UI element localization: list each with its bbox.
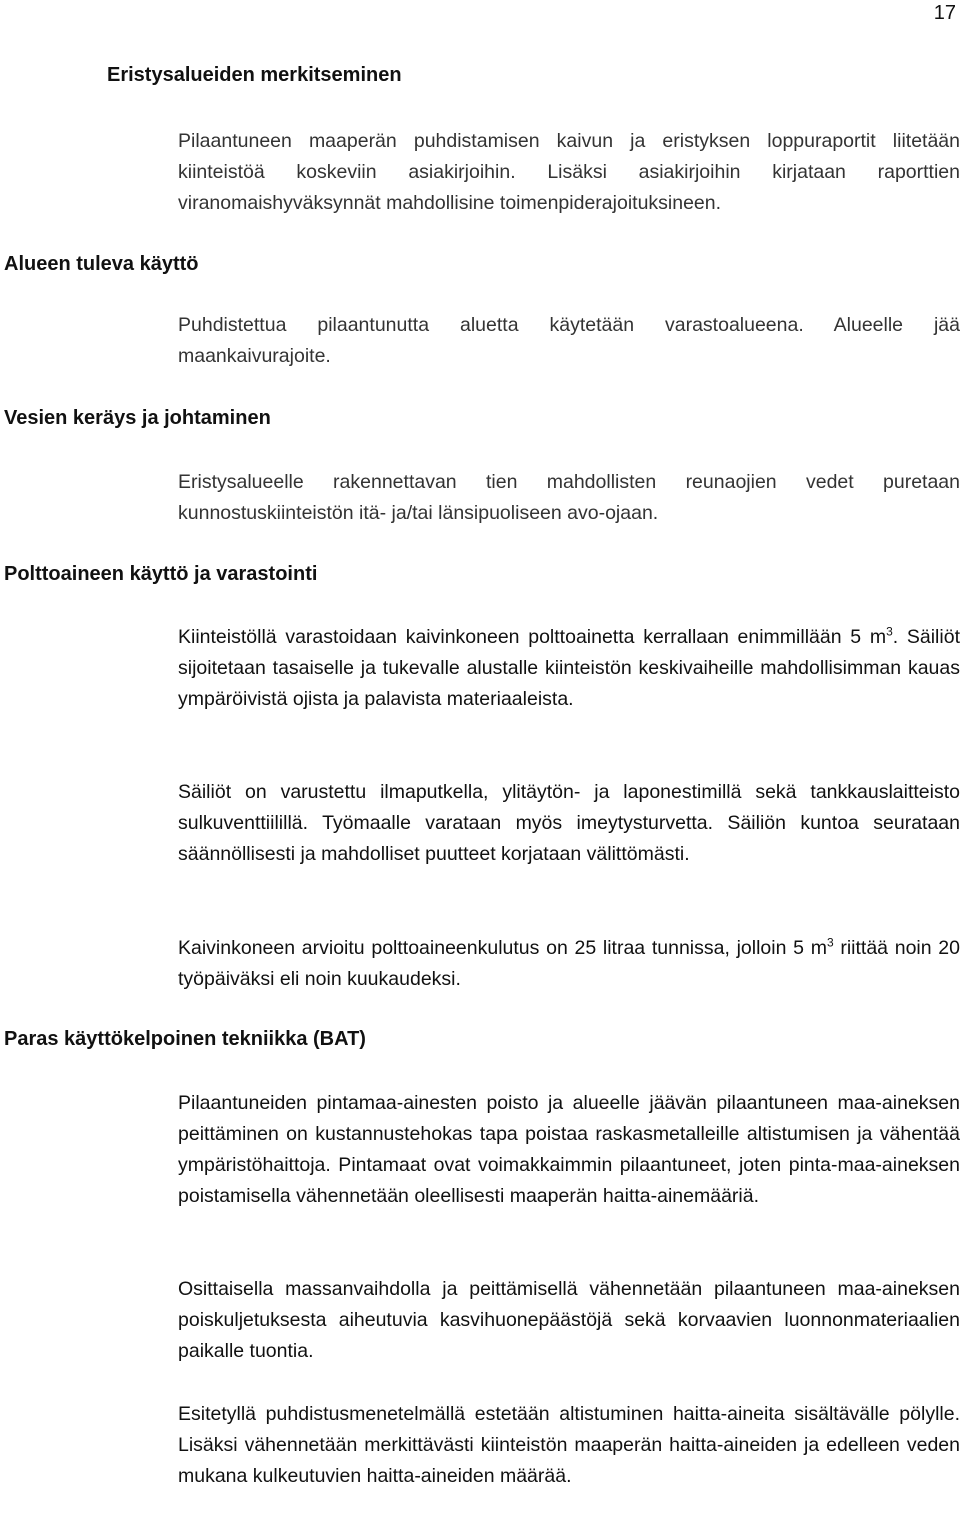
- text-segment: Kaivinkoneen arvioitu polttoaineenkulutus on 25 litraa tunnissa, jolloin 5 m: [178, 937, 827, 959]
- text-segment: . Säiliöt sijoitetaan tasaiselle ja tukevalle alustalle kiinteistön keskivaiheille mahdollisimman kauas ympäröivistä ojista ja palavista materiaaleista.: [178, 626, 960, 710]
- paragraph-bat-massanvaihto: Osittaisella massanvaihdolla ja peittämisellä vähennetään pilaantuneen maa-aineksen poiskuljetuksesta aiheutuvia kasvihuonepäästöjä sekä korvaavien luonnonmateriaalien paikalle tuontia.: [178, 1278, 960, 1362]
- paragraph-polttoaineen-varastointi: [178, 622, 960, 715]
- paragraph-sailiot: Säiliöt on varustettu ilmaputkella, ylitäytön- ja laponestimillä sekä tankkauslaitteisto sulkuventtiilillä. Työmaalle varataan myös imeytysturvetta. Säiliön kuntoa seurataan säännöllisesti ja mahdolliset puutteet korjataan välittömästi.: [178, 781, 960, 865]
- text-segment: riittää noin 20 työpäiväksi eli noin kuukaudeksi.: [178, 937, 960, 990]
- paragraph-bat-pintamaa: Pilaantuneiden pintamaa-ainesten poisto ja alueelle jäävän pilaantuneen maa-aineksen peittäminen on kustannustehokas tapa poistaa raskasmetalleille altistumisen ja vähentää ympäristöhaittoja. Pintamaat ovat voimakkaimmin pilaantuneet, joten pinta-maa-aineksen poistamisella vähennetään oleellisesti maaperän haitta-ainemääriä.: [178, 1092, 960, 1207]
- heading-vesien-keruu: Vesien keräys ja johtaminen: [4, 407, 271, 429]
- page-number: 17: [933, 2, 956, 24]
- heading-eristysalueiden-merkitseminen: Eristysalueiden merkitseminen: [107, 64, 402, 86]
- heading-polttoaine: Polttoaineen käyttö ja varastointi: [4, 563, 318, 585]
- superscript: 3: [826, 935, 834, 950]
- paragraph-kulutus: [178, 933, 960, 995]
- paragraph-varastoalue: Puhdistettua pilaantunutta aluetta käytetään varastoalueena. Alueelle jää maankaivurajoite.: [178, 314, 960, 367]
- paragraph-loppuraportit: Pilaantuneen maaperän puhdistamisen kaivun ja eristyksen loppuraportit liitetään kiinteistöä koskeviin asiakirjoihin. Lisäksi asiakirjoihin kirjataan raporttien viranomaishyväksynnät mahdollisine toimenpiderajoituksineen.: [178, 130, 960, 214]
- heading-bat: Paras käyttökelpoinen tekniikka (BAT): [4, 1028, 366, 1050]
- paragraph-reunaojat: Eristysalueelle rakennettavan tien mahdollisten reunaojien vedet puretaan kunnostuskiinteistön itä- ja/tai länsipuoliseen avo-ojaan.: [178, 471, 960, 524]
- paragraph-bat-altistuminen: Esitetyllä puhdistusmenetelmällä estetään altistuminen haitta-aineita sisältävälle pölylle. Lisäksi vähennetään merkittävästi kiinteistön maaperän haitta-aineiden ja edelleen veden mukana kulkeutuvien haitta-aineiden määrää.: [178, 1403, 960, 1487]
- heading-alueen-tuleva-kaytto: Alueen tuleva käyttö: [4, 253, 199, 275]
- text-segment: Kiinteistöllä varastoidaan kaivinkoneen polttoainetta kerrallaan enimmillään 5 m: [178, 626, 887, 648]
- superscript: 3: [886, 624, 893, 639]
